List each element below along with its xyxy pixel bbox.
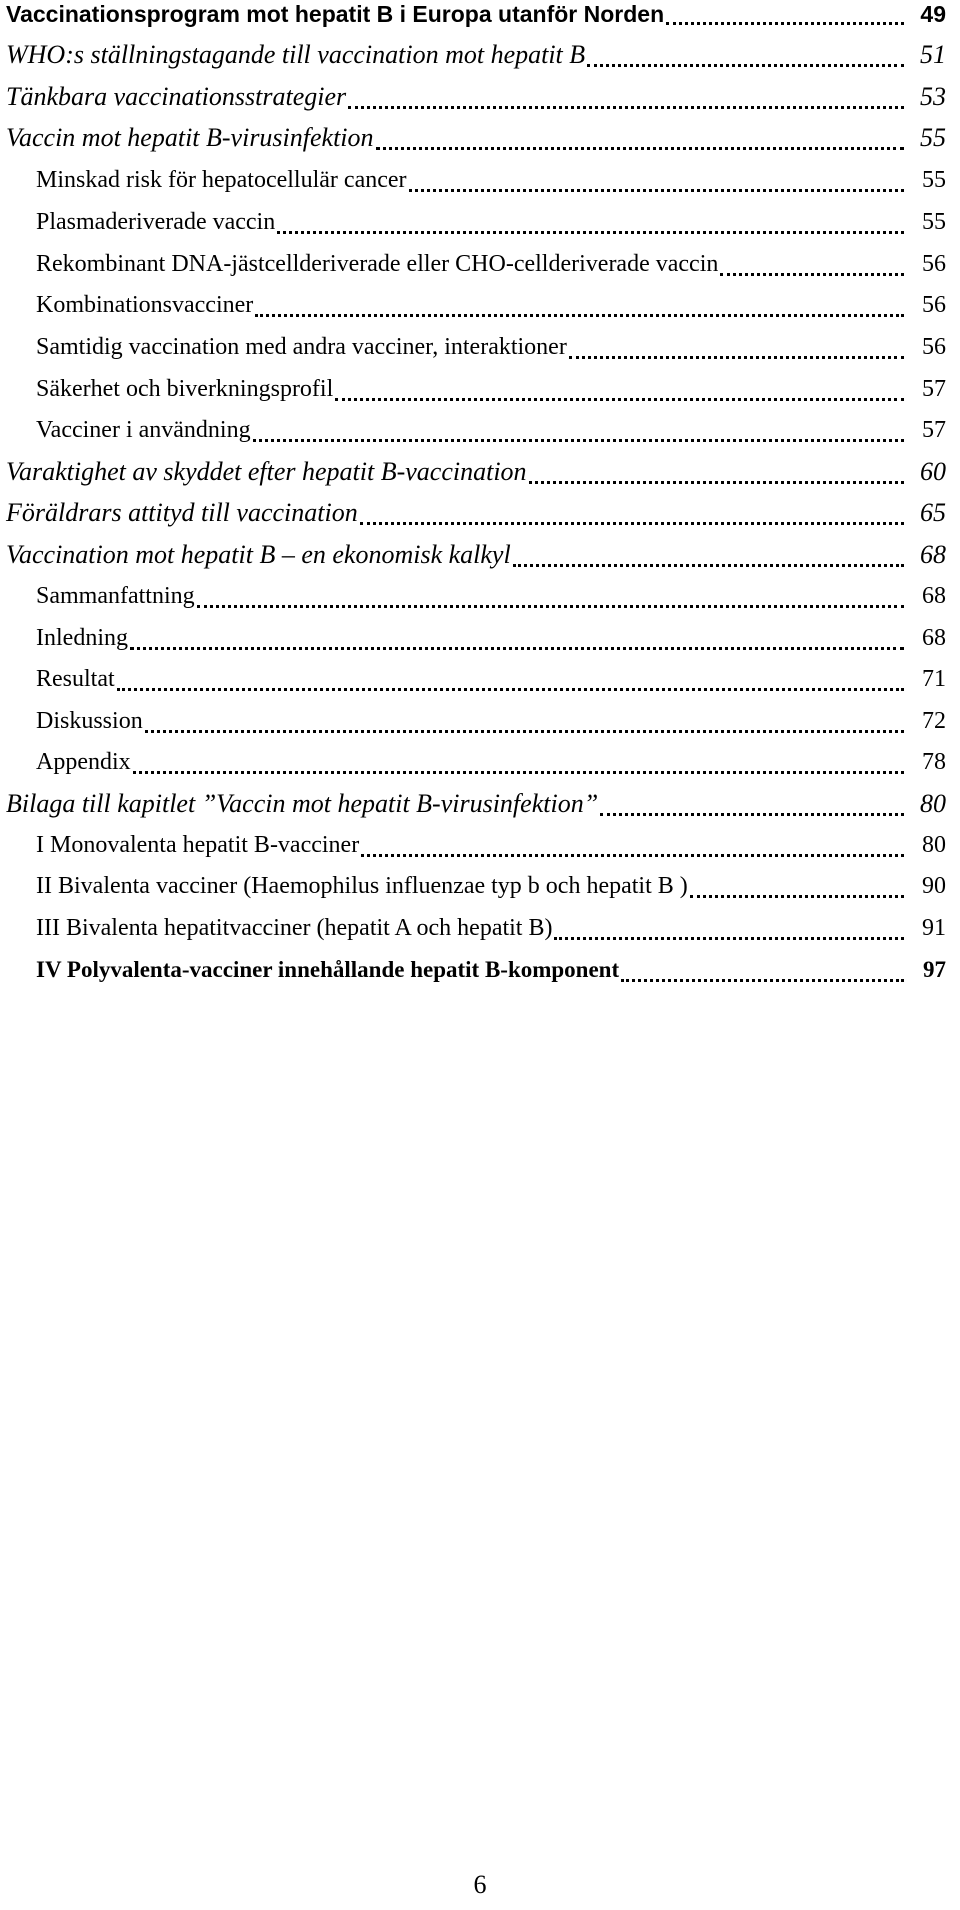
toc-leader-dots — [348, 106, 904, 109]
toc-entry-title: Vaccin mot hepatit B-virusinfektion — [6, 123, 374, 152]
toc-entry-page: 68 — [922, 625, 946, 651]
toc-leader-dots — [335, 398, 904, 401]
toc-entry-title: I Monovalenta hepatit B-vacciner — [36, 832, 360, 858]
toc-entry-title: Inledning — [36, 625, 128, 651]
toc-entry-title: Föräldrars attityd till vaccination — [6, 498, 358, 527]
toc-entry-page: 60 — [920, 457, 946, 486]
toc-entry-title: WHO:s ställningstagande till vaccination mot hepatit B — [6, 40, 586, 69]
toc-entry-page: 53 — [920, 82, 946, 111]
toc-entry — [0, 498, 960, 538]
toc-entry — [0, 747, 960, 787]
toc-leader-dots — [529, 481, 904, 484]
toc-entry-page: 55 — [922, 167, 946, 193]
toc-entry-title: IV Polyvalenta-vacciner innehållande hepatit B-komponent — [36, 957, 620, 982]
toc-entry — [0, 581, 960, 621]
toc-leader-dots — [569, 356, 904, 359]
toc-entry-page: 57 — [922, 417, 946, 443]
toc-entry-page: 55 — [920, 123, 946, 152]
toc-entry — [0, 165, 960, 205]
toc-entry-title: Minskad risk för hepatocellulär cancer — [36, 167, 407, 193]
toc-entry-title: Vacciner i användning — [36, 417, 251, 443]
toc-leader-dots — [117, 688, 904, 691]
toc-entry-page: 71 — [922, 666, 946, 692]
toc-leader-dots — [720, 273, 904, 276]
toc-entry-title: Säkerhet och biverkningsprofil — [36, 376, 334, 402]
toc-entry-page: 91 — [922, 915, 946, 941]
toc-entry-page: 56 — [922, 334, 946, 360]
toc-entry-title: Vaccinationsprogram mot hepatit B i Europa utanför Norden — [6, 1, 665, 27]
toc-entry — [0, 40, 960, 80]
toc-leader-dots — [277, 231, 904, 234]
toc-entry-page: 55 — [922, 209, 946, 235]
toc-entry — [0, 207, 960, 247]
toc-leader-dots — [133, 771, 904, 774]
toc-entry-title: Bilaga till kapitlet ”Vaccin mot hepatit B-virusinfektion” — [6, 789, 599, 818]
toc-entry-title: Diskussion — [36, 708, 143, 734]
toc-entry — [0, 955, 960, 995]
toc-entry — [0, 664, 960, 704]
toc-entry-page: 51 — [920, 40, 946, 69]
toc-entry-title: Sammanfattning — [36, 583, 195, 609]
toc-entry-title: Varaktighet av skyddet efter hepatit B-vaccination — [6, 457, 527, 486]
toc-leader-dots — [130, 647, 904, 650]
toc-entry-page: 57 — [922, 376, 946, 402]
toc-leader-dots — [554, 937, 904, 940]
toc-entry — [0, 540, 960, 580]
toc-entry — [0, 871, 960, 911]
toc-leader-dots — [409, 189, 904, 192]
toc-entry — [0, 789, 960, 829]
toc-entry-title: III Bivalenta hepatitvacciner (hepatit A och hepatit B) — [36, 915, 553, 941]
toc-entry — [0, 457, 960, 497]
toc-leader-dots — [360, 522, 904, 525]
toc-entry-page: 49 — [920, 1, 946, 27]
toc-leader-dots — [253, 439, 904, 442]
toc-leader-dots — [255, 314, 904, 317]
toc-entry — [0, 332, 960, 372]
toc-leader-dots — [376, 147, 904, 150]
toc-leader-dots — [361, 854, 904, 857]
toc-entry — [0, 249, 960, 289]
toc-leader-dots — [513, 564, 904, 567]
toc-entry-title: Appendix — [36, 749, 131, 775]
toc-entry-page: 72 — [922, 708, 946, 734]
toc-entry-title: Resultat — [36, 666, 115, 692]
toc-entry — [0, 623, 960, 663]
toc-entry-title: Rekombinant DNA-jästcellderiverade eller CHO-cellderiverade vaccin — [36, 251, 719, 277]
toc-entry-title: Vaccination mot hepatit B – en ekonomisk kalkyl — [6, 540, 511, 569]
toc-entry — [0, 830, 960, 870]
toc-entry-title: Kombinationsvacciner — [36, 292, 254, 318]
toc-entry-page: 78 — [922, 749, 946, 775]
toc-leader-dots — [145, 730, 904, 733]
toc-entry — [0, 913, 960, 953]
toc-leader-dots — [666, 22, 904, 25]
toc-entry-page: 80 — [920, 789, 946, 818]
toc-entry — [0, 82, 960, 122]
toc-entry-page: 56 — [922, 251, 946, 277]
toc-entry-title: Plasmaderiverade vaccin — [36, 209, 276, 235]
toc-entry-page: 68 — [922, 583, 946, 609]
toc-entry — [0, 0, 960, 40]
toc-entry-title: Samtidig vaccination med andra vacciner, interaktioner — [36, 334, 567, 360]
toc-entry-page: 80 — [922, 832, 946, 858]
toc-entry — [0, 706, 960, 746]
toc-leader-dots — [587, 64, 904, 67]
toc-leader-dots — [197, 605, 904, 608]
toc-entry-title: Tänkbara vaccinationsstrategier — [6, 82, 347, 111]
toc-entry-page: 56 — [922, 292, 946, 318]
toc-entry — [0, 415, 960, 455]
toc-entry-page: 97 — [923, 957, 946, 982]
toc-leader-dots — [621, 979, 904, 982]
toc-leader-dots — [690, 895, 904, 898]
toc-entry — [0, 374, 960, 414]
toc-entry-page: 68 — [920, 540, 946, 569]
page-number: 6 — [473, 1870, 487, 1899]
toc-leader-dots — [600, 813, 904, 816]
toc-entry — [0, 123, 960, 163]
toc-entry-page: 90 — [922, 873, 946, 899]
toc-entry-title: II Bivalenta vacciner (Haemophilus influenzae typ b och hepatit B ) — [36, 873, 688, 899]
toc-entry-page: 65 — [920, 498, 946, 527]
toc-entry — [0, 290, 960, 330]
